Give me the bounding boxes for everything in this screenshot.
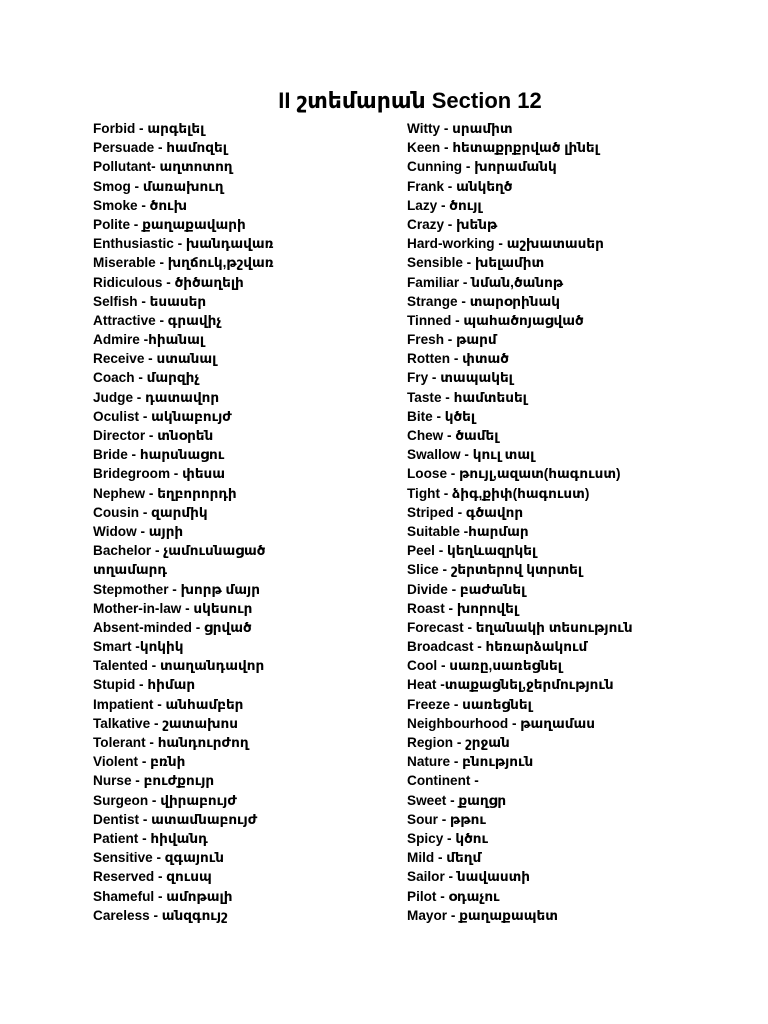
vocabulary-entry: Loose - թույլ,ազատ(հագուստ) [407,466,621,482]
vocabulary-entry: Miserable - խղճուկ,թշվառ [93,255,274,271]
vocabulary-entry: Reserved - զուսպ [93,869,212,885]
vocabulary-entry: Widow - այրի [93,523,184,539]
vocabulary-entry: Bite - կծել [407,408,476,424]
vocabulary-entry: Cousin - զարմիկ [93,504,208,520]
vocabulary-entry: Absent-minded - ցրված [93,619,252,635]
vocabulary-column-left [93,119,393,925]
vocabulary-entry: Swallow - կուլ տալ [407,447,535,463]
vocabulary-entry: Continent - [407,773,479,789]
vocabulary-entry: Taste - համտեսել [407,389,527,405]
vocabulary-entry: Forecast - եղանակի տեսություն [407,619,633,635]
vocabulary-entry: Dentist - ատամնաբույժ [93,811,258,827]
vocabulary-entry: Forbid - արգելել [93,121,205,136]
vocabulary-entry: Stupid - հիմար [93,677,196,693]
vocabulary-entry: Freeze - սառեցնել [407,696,532,712]
vocabulary-entry: Crazy - խենթ [407,216,498,232]
vocabulary-entry: Sensible - խելամիտ [407,255,545,271]
vocabulary-entry: Sailor - նավաստի [407,869,531,885]
vocabulary-entry: Talkative - շատախոս [93,715,238,731]
vocabulary-entry: Careless - անզգույշ [93,907,228,923]
vocabulary-entry: Strange - տարօրինակ [407,293,561,309]
vocabulary-column-right [407,119,747,925]
vocabulary-entry: Familiar - նման,ծանոթ [407,274,564,290]
vocabulary-entry: Divide - բաժանել [407,581,526,597]
vocabulary-entry: Smart -կոկիկ [93,639,184,655]
vocabulary-entry: Pollutant- աղտոտող [93,159,233,175]
vocabulary-entry: Nature - բնություն [407,754,534,770]
vocabulary-entry: Mayor - քաղաքապետ [407,907,558,923]
vocabulary-entry: Oculist - ակնաբույժ [93,408,232,424]
vocabulary-entry: Admire -հիանալ [93,332,205,348]
vocabulary-entry: Neighbourhood - թաղամաս [407,715,596,731]
vocabulary-entry: Tinned - պահածոյացված [407,312,584,328]
vocabulary-entry: Mild - մեղմ [407,850,482,866]
vocabulary-entry: Region - շրջան [407,735,510,750]
vocabulary-entry: Suitable -հարմար [407,523,529,539]
page-title: II շտեմարան Section 12 [278,88,542,113]
vocabulary-entry: Keen - հետաքրքրված լինել [407,140,599,156]
vocabulary-entry: Spicy - կծու [407,830,488,846]
vocabulary-entry: Attractive - գրավիչ [93,312,222,328]
vocabulary-entry: Mother-in-law - սկեսուր [93,600,253,616]
vocabulary-entry: Coach - մարզիչ [93,370,200,386]
vocabulary-entry: Cunning - խորամանկ [407,159,557,175]
vocabulary-entry: Tight - ձիգ,քիփ(հագուստ) [407,485,590,501]
vocabulary-entry: Impatient - անհամբեր [93,696,244,712]
vocabulary-entry: Sour - թթու [407,811,486,827]
vocabulary-entry: Violent - բռնի [93,754,186,770]
vocabulary-entry: Ridiculous - ծիծաղելի [93,274,244,290]
vocabulary-entry: Polite - քաղաքավարի [93,216,246,232]
vocabulary-entry: Witty - սրամիտ [407,121,513,136]
vocabulary-entry: Rotten - փտած [407,351,509,367]
vocabulary-entry: Judge - դատավոր [93,389,220,405]
vocabulary-entry: Sensitive - զգայուն [93,850,225,866]
vocabulary-entry: Tolerant - հանդուրժող [93,735,249,750]
vocabulary-entry: Director - տնօրեն [93,428,214,443]
vocabulary-entry: Pilot - օդաչու [407,888,500,904]
vocabulary-entry: տղամարդ [93,562,168,578]
vocabulary-entry: Stepmother - խորթ մայր [93,581,260,597]
vocabulary-entry: Fry - տապակել [407,370,513,386]
vocabulary-entry: Cool - սառը,սառեցնել [407,658,562,674]
vocabulary-entry: Fresh - թարմ [407,332,497,348]
vocabulary-entry: Bridegroom - փեսա [93,466,226,482]
vocabulary-entry: Hard-working - աշխատասեր [407,236,604,252]
vocabulary-entry: Striped - գծավոր [407,504,524,520]
vocabulary-entry: Selfish - եսասեր [93,293,207,309]
vocabulary-entry: Bride - հարսնացու [93,447,225,463]
vocabulary-entry: Lazy - ծույլ [407,197,482,213]
vocabulary-entry: Talented - տաղանդավոր [93,658,265,674]
vocabulary-entry: Roast - խորովել [407,600,519,616]
vocabulary-entry: Peel - կեղևազրկել [407,543,537,559]
vocabulary-entry: Heat -տաքացնել,ջերմություն [407,677,614,693]
vocabulary-entry: Nephew - եղբորորդի [93,485,237,501]
vocabulary-entry: Broadcast - հեռարձակում [407,639,588,655]
vocabulary-entry: Smoke - ծուխ [93,197,187,213]
vocabulary-entry: Smog - մառախուղ [93,178,224,194]
vocabulary-entry: Receive - ստանալ [93,351,217,367]
vocabulary-entry: Patient - հիվանդ [93,830,208,846]
vocabulary-entry: Bachelor - չամուսնացած [93,543,266,559]
vocabulary-entry: Enthusiastic - խանդավառ [93,236,274,252]
vocabulary-entry: Surgeon - վիրաբույժ [93,792,237,808]
vocabulary-entry: Nurse - բուժքույր [93,773,215,789]
vocabulary-entry: Sweet - քաղցր [407,792,507,808]
vocabulary-entry: Shameful - ամոթալի [93,888,233,904]
vocabulary-entry: Persuade - համոզել [93,140,227,156]
vocabulary-entry: Slice - շերտերով կտրտել [407,562,583,578]
vocabulary-entry: Frank - անկեղծ [407,178,513,194]
vocabulary-entry: Chew - ծամել [407,428,499,443]
